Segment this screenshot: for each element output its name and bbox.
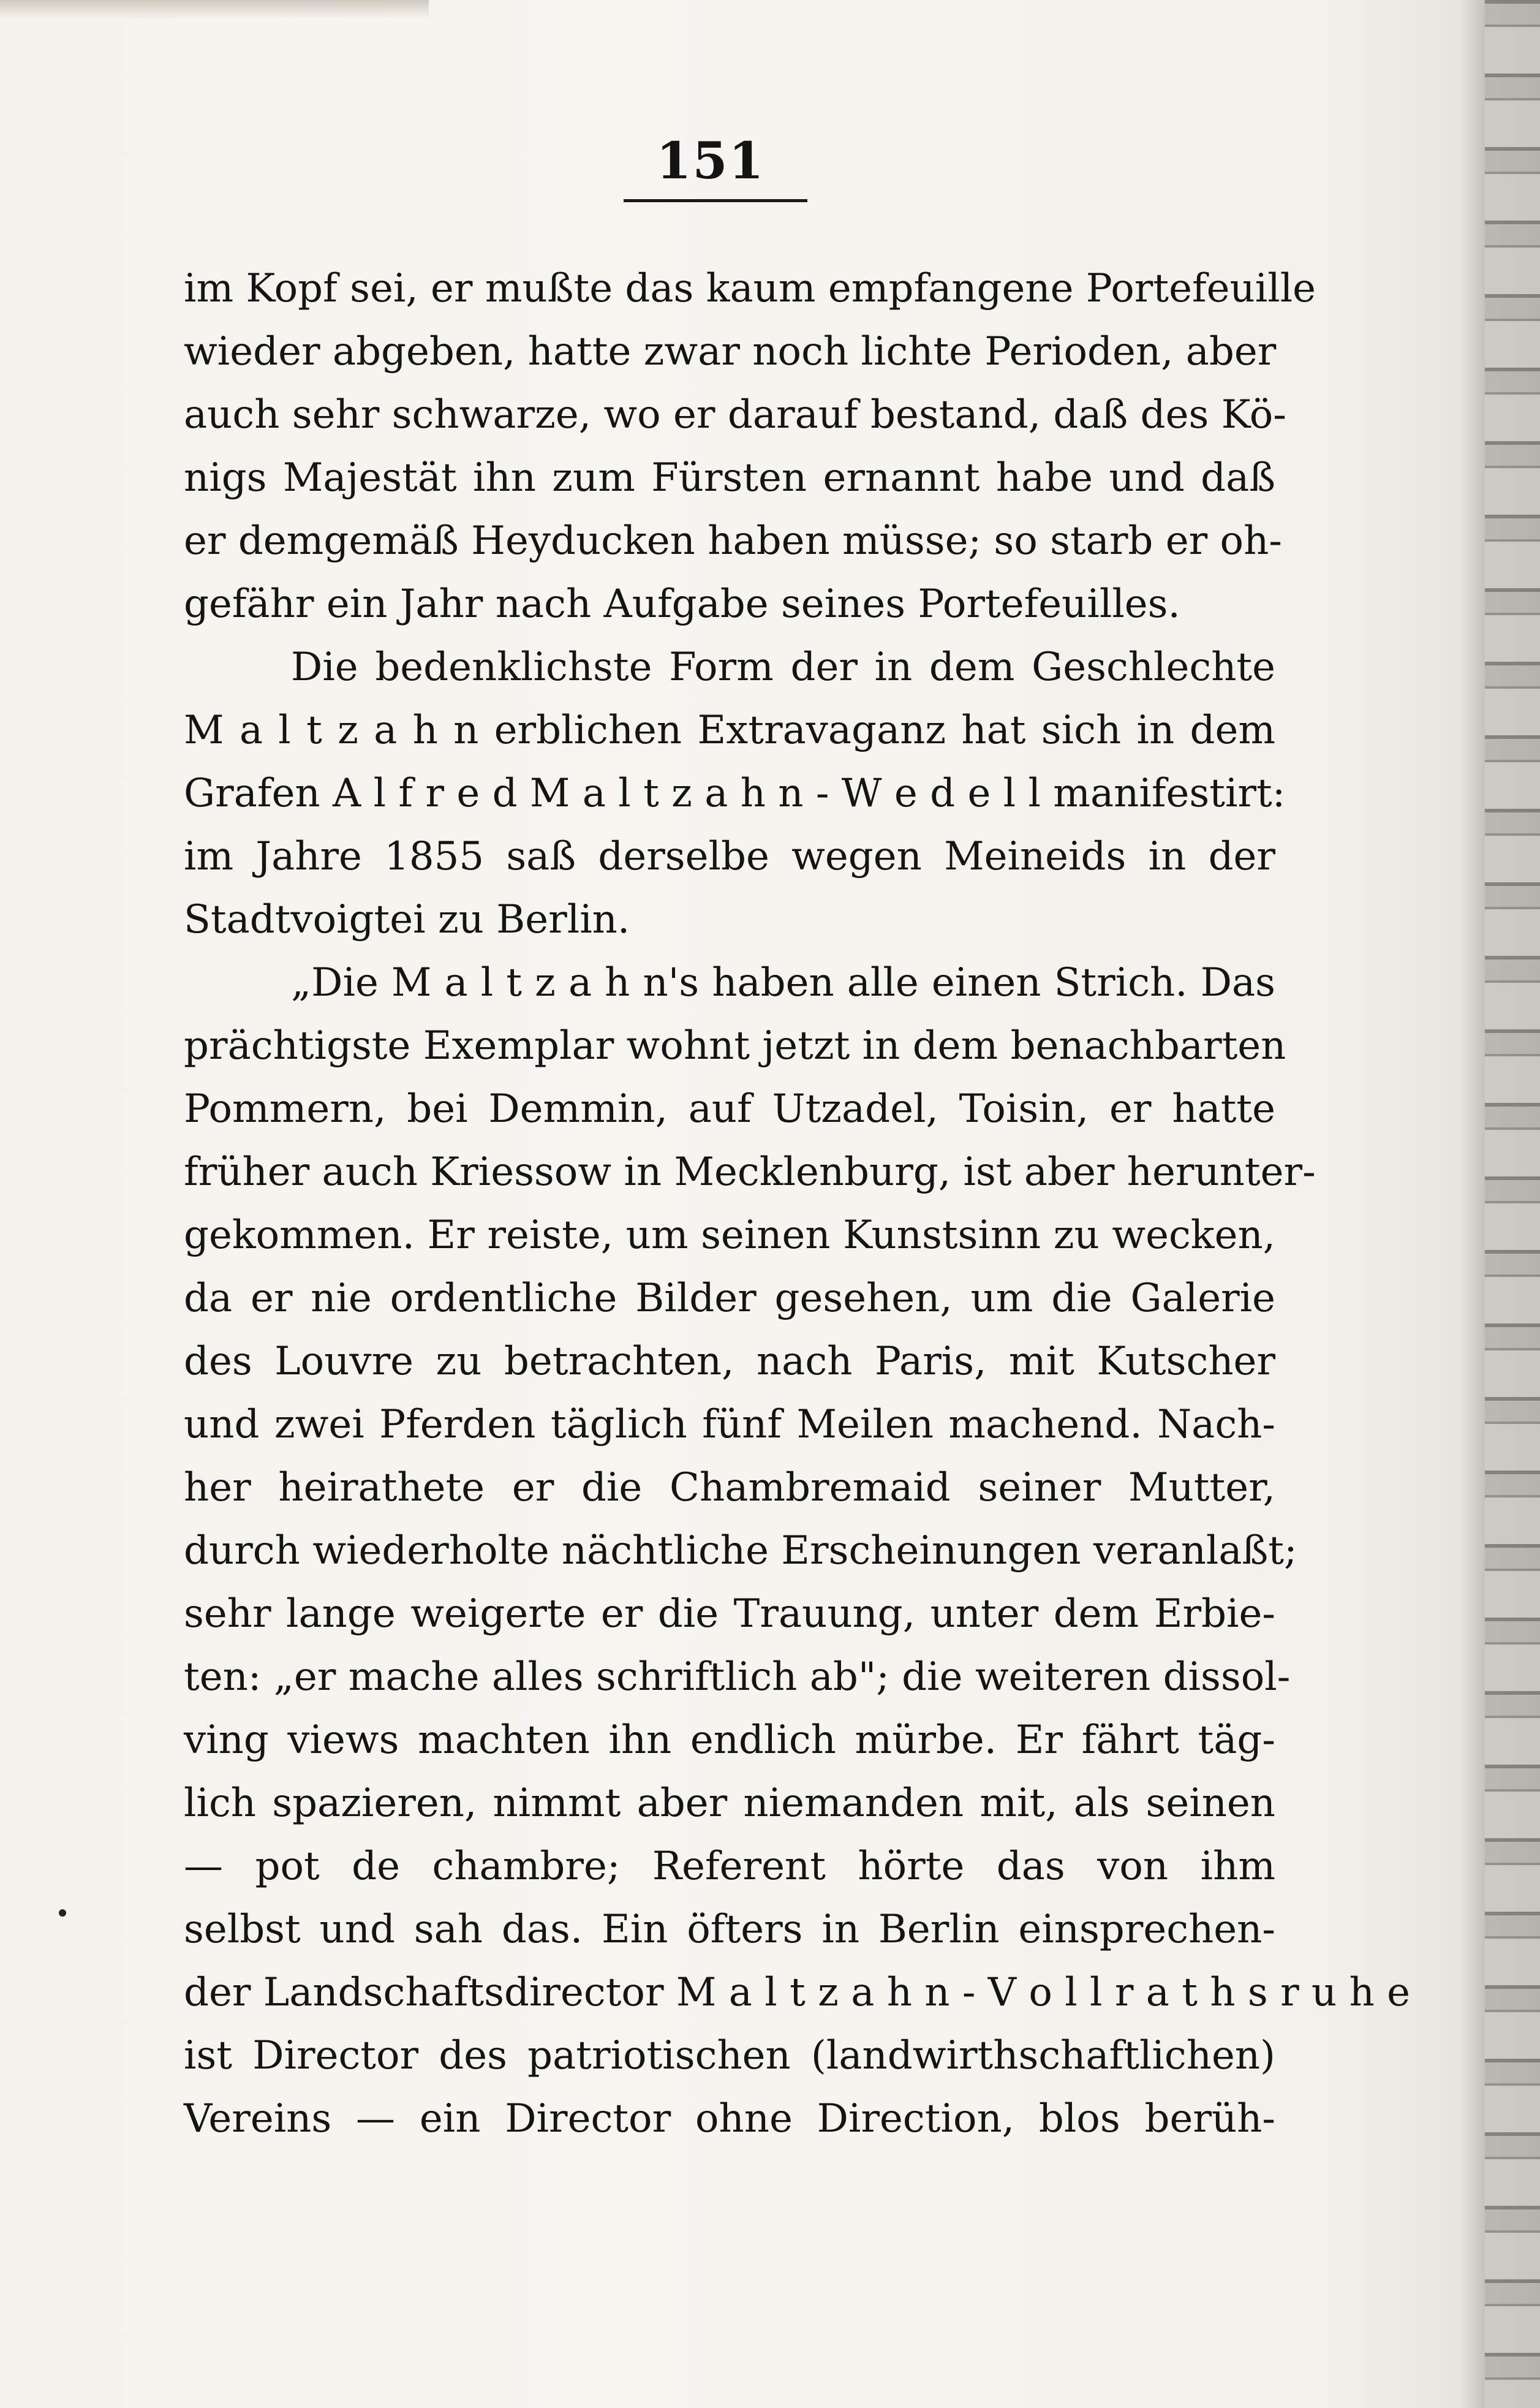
- text-line: M a l t z a h n erblichen Extravaganz hat sich in dem: [184, 708, 1275, 753]
- page-number: 151: [656, 132, 765, 191]
- text-line: durch wiederholte nächtliche Erscheinungen veranlaßt;: [184, 1528, 1297, 1573]
- paragraph-start-line: Die bedenklichste Form der in dem Geschlechte: [291, 645, 1275, 690]
- text-line: sehr lange weigerte er die Trauung, unter dem Erbie-: [184, 1591, 1275, 1637]
- text-line: lich spazieren, nimmt aber niemanden mit, als seinen: [184, 1781, 1275, 1826]
- text-line: im Jahre 1855 saß derselbe wegen Meineids in der: [184, 834, 1275, 879]
- text-line: selbst und sah das. Ein öfters in Berlin einsprechen-: [184, 1907, 1275, 1952]
- text-line: im Kopf sei, er mußte das kaum empfangene Portefeuille: [184, 266, 1316, 311]
- text-line: prächtigste Exemplar wohnt jetzt in dem benachbarten: [184, 1023, 1286, 1069]
- text-line: des Louvre zu betrachten, nach Paris, mit Kutscher: [184, 1339, 1275, 1384]
- binding-edge: [1485, 0, 1540, 2408]
- paragraph-start-line: „Die M a l t z a h n's haben alle einen Strich. Das: [291, 960, 1275, 1005]
- text-line: früher auch Kriessow in Mecklenburg, ist aber herunter-: [184, 1149, 1316, 1195]
- text-line: der Landschaftsdirector M a l t z a h n - V o l l r a t h s r u h e: [184, 1970, 1411, 2015]
- text-line: und zwei Pferden täglich fünf Meilen machend. Nach-: [184, 1402, 1275, 1447]
- binding-shadow: [1460, 0, 1485, 2408]
- text-line: da er nie ordentliche Bilder gesehen, um die Galerie: [184, 1276, 1275, 1321]
- ink-speck: [59, 1909, 66, 1917]
- text-line: Vereins — ein Director ohne Direction, blos berüh-: [184, 2096, 1275, 2141]
- text-line: wieder abgeben, hatte zwar noch lichte Perioden, aber: [184, 329, 1277, 374]
- text-line: gefähr ein Jahr nach Aufgabe seines Portefeuilles.: [184, 581, 1180, 627]
- text-line: er demgemäß Heyducken haben müsse; so starb er oh-: [184, 518, 1282, 564]
- text-line: gekommen. Er reiste, um seinen Kunstsinn zu wecken,: [184, 1213, 1275, 1258]
- header-rule: [624, 199, 807, 202]
- text-line: Stadtvoigtei zu Berlin.: [184, 897, 630, 942]
- text-line: her heirathete er die Chambremaid seiner Mutter,: [184, 1465, 1275, 1510]
- text-line: nigs Majestät ihn zum Fürsten ernannt habe und daß: [184, 455, 1275, 501]
- text-line: ving views machten ihn endlich mürbe. Er fährt täg-: [184, 1717, 1275, 1763]
- text-line: Pommern, bei Demmin, auf Utzadel, Toisin, er hatte: [184, 1086, 1275, 1132]
- text-line: — pot de chambre; Referent hörte das von ihm: [184, 1844, 1275, 1889]
- page-edge-shadow: [0, 0, 429, 18]
- text-line: auch sehr schwarze, wo er darauf bestand, daß des Kö-: [184, 392, 1286, 437]
- text-line: ist Director des patriotischen (landwirthschaftlichen): [184, 2033, 1275, 2078]
- text-line: Grafen A l f r e d M a l t z a h n - W e d e l l manifestirt:: [184, 771, 1286, 816]
- text-line: ten: „er mache alles schriftlich ab"; die weiteren dissol-: [184, 1654, 1291, 1700]
- body-text: [184, 257, 1411, 2151]
